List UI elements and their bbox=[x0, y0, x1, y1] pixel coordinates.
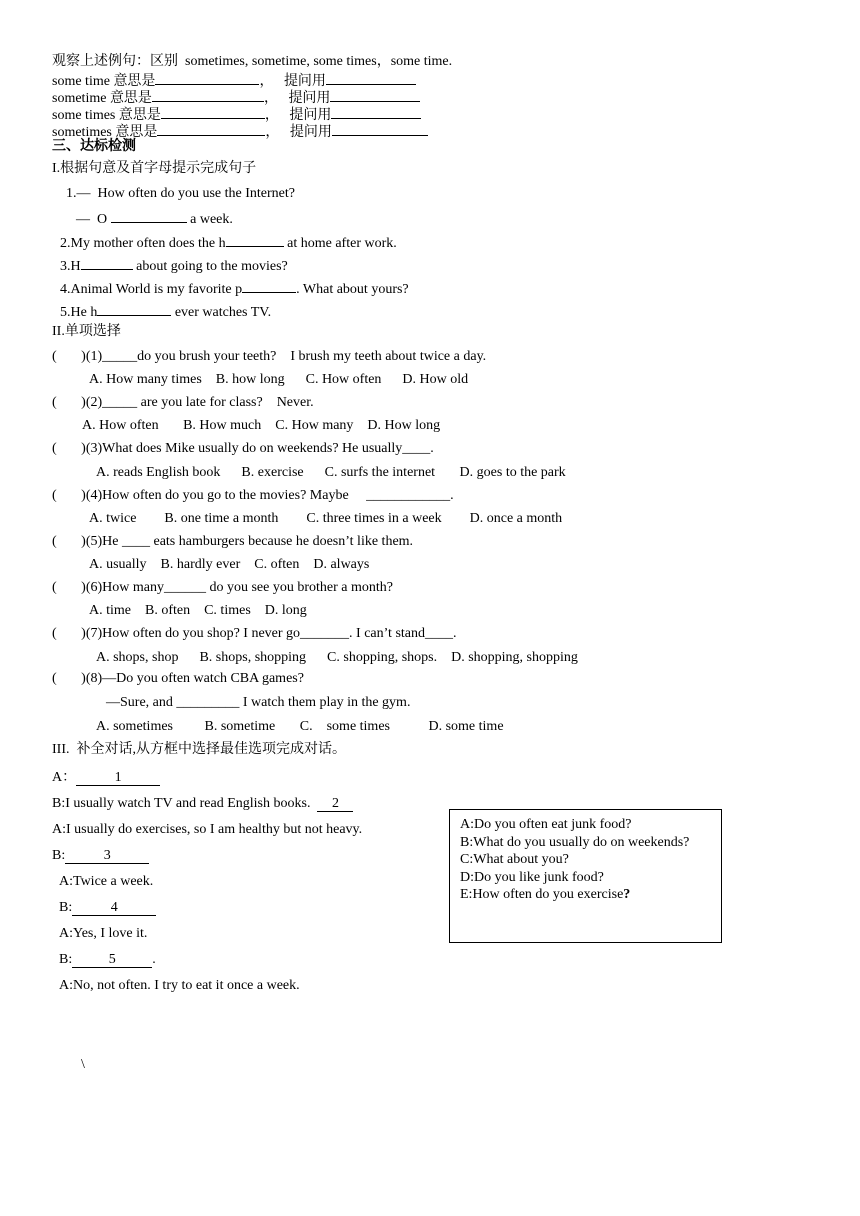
answer-paren[interactable]: ( ) bbox=[52, 349, 86, 364]
answer-blank[interactable] bbox=[97, 301, 171, 316]
q-text: at home after work. bbox=[283, 236, 397, 251]
q-text: (8)—Do you often watch CBA games? bbox=[85, 671, 304, 686]
box-option: D:Do you like junk food? bbox=[460, 869, 604, 885]
observe-intro: 观察上述例句：区别 sometimes, sometime, some times，some time. bbox=[52, 54, 453, 69]
answer-blank[interactable] bbox=[155, 70, 259, 85]
dialog-line bbox=[52, 847, 149, 864]
mc-options: A. shops, shop B. shops, shopping C. shopping, shops. D. shopping, shopping bbox=[96, 650, 578, 665]
mc-question bbox=[52, 440, 434, 457]
dialog-line: A:No, not often. I try to eat it once a week. bbox=[59, 978, 300, 993]
speaker: B: bbox=[52, 848, 66, 863]
answer-blank[interactable] bbox=[81, 255, 133, 270]
mc-question bbox=[52, 670, 304, 687]
dialog-line: A:Yes, I love it. bbox=[59, 926, 148, 941]
box-option: C:What about you? bbox=[460, 852, 569, 867]
answer-blank[interactable] bbox=[157, 121, 265, 136]
part1-title: I.根据句意及首字母提示完成句子 bbox=[52, 161, 257, 176]
dialog-line: A:I usually do exercises, so I am healthy but not heavy. bbox=[52, 822, 363, 837]
box-option: B:What do you usually do on weekends? bbox=[460, 834, 690, 850]
box-option: A:Do you often eat junk food? bbox=[460, 817, 632, 832]
ask-label: 提问用 bbox=[289, 125, 332, 140]
box-option-mark: ? bbox=[623, 887, 631, 902]
meaning-label: 意思是 bbox=[115, 125, 158, 140]
answer-blank[interactable] bbox=[161, 104, 265, 119]
answer-blank[interactable] bbox=[242, 278, 296, 293]
q-text: 5.He h bbox=[60, 305, 98, 320]
q-text: . What about yours? bbox=[296, 282, 409, 297]
part1-q3 bbox=[60, 255, 288, 275]
answer-paren[interactable]: ( ) bbox=[52, 534, 86, 549]
observe-word: some time bbox=[52, 74, 110, 89]
mc-options: A. sometimes B. sometime C. some times D. some time bbox=[96, 719, 504, 734]
part1-q1: 1.— How often do you use the Internet? bbox=[66, 186, 295, 201]
mc-options: A. reads English book B. exercise C. surfs the internet D. goes to the park bbox=[96, 465, 566, 480]
dialog-blank[interactable]: 5 bbox=[72, 953, 152, 968]
meaning-label: 意思是 bbox=[109, 91, 152, 106]
observe-row: some times 意思是 ， 提问用 bbox=[52, 104, 421, 124]
answer-paren[interactable]: ( ) bbox=[52, 580, 86, 595]
q-text: 3.H bbox=[60, 259, 81, 274]
meaning-label: 意思是 bbox=[118, 108, 161, 123]
q-text: 4.Animal World is my favorite p bbox=[60, 282, 243, 297]
meaning-label: 意思是 bbox=[113, 74, 156, 89]
q-text: (4)How often do you go to the movies? Maybe ____________. bbox=[85, 488, 454, 503]
part1-q1-answer bbox=[76, 208, 233, 228]
mc-question bbox=[52, 348, 486, 365]
q-text: (7)How often do you shop? I never go_______. I can’t stand____. bbox=[85, 626, 457, 641]
q-text: (6)How many______ do you see you brother a month? bbox=[85, 580, 393, 595]
answer-paren[interactable]: ( ) bbox=[52, 441, 86, 456]
speaker: B: bbox=[59, 900, 73, 915]
mc-question bbox=[52, 394, 314, 411]
ask-label: 提问用 bbox=[283, 74, 326, 89]
q-text: (2)_____ are you late for class? Never. bbox=[85, 395, 314, 410]
observe-word: some times bbox=[52, 108, 116, 123]
answer-paren[interactable]: ( ) bbox=[52, 488, 86, 503]
stray-mark: \ bbox=[81, 1057, 85, 1072]
answer-paren[interactable]: ( ) bbox=[52, 671, 86, 686]
mc-question bbox=[52, 625, 457, 642]
answer-blank[interactable] bbox=[332, 121, 428, 136]
dialog-blank[interactable]: 2 bbox=[317, 797, 353, 812]
mc-question-reply: —Sure, and _________ I watch them play in the gym. bbox=[106, 695, 411, 710]
q-text: about going to the movies? bbox=[132, 259, 288, 274]
answer-blank[interactable] bbox=[111, 208, 187, 223]
answer-blank[interactable] bbox=[330, 87, 420, 102]
dialog-line bbox=[59, 899, 156, 916]
q-text: a week. bbox=[186, 212, 233, 227]
q-text: 2.My mother often does the h bbox=[60, 236, 226, 251]
box-option-last bbox=[460, 886, 711, 904]
q-text: ever watches TV. bbox=[171, 305, 272, 320]
dialog-blank[interactable]: 3 bbox=[65, 849, 149, 864]
answer-blank[interactable] bbox=[152, 87, 264, 102]
dialog-line bbox=[59, 951, 156, 968]
mc-options: A. How many times B. how long C. How often D. How old bbox=[89, 372, 469, 387]
mc-question bbox=[52, 579, 393, 596]
options-box bbox=[449, 809, 722, 943]
observe-row: sometime 意思是 ， 提问用 bbox=[52, 87, 420, 107]
part1-q4 bbox=[60, 278, 409, 298]
dialog-line bbox=[52, 769, 160, 786]
answer-blank[interactable] bbox=[331, 104, 421, 119]
part1-q2 bbox=[60, 232, 397, 252]
mc-question bbox=[52, 487, 454, 504]
answer-blank[interactable] bbox=[226, 232, 284, 247]
mc-options: A. usually B. hardly ever C. often D. always bbox=[89, 557, 370, 572]
ask-label: 提问用 bbox=[289, 108, 332, 123]
mc-options: A. time B. often C. times D. long bbox=[89, 603, 307, 618]
speaker: A： bbox=[52, 770, 77, 785]
ask-label: 提问用 bbox=[288, 91, 331, 106]
punct: . bbox=[152, 952, 156, 967]
box-option-text: E:How often do you exercise bbox=[460, 887, 624, 902]
observe-row: some time 意思是 ， 提问用 bbox=[52, 70, 416, 90]
q-text: (5)He ____ eats hamburgers because he doesn’t like them. bbox=[85, 534, 414, 549]
answer-paren[interactable]: ( ) bbox=[52, 395, 86, 410]
observe-word: sometime bbox=[52, 91, 107, 106]
dialog-line bbox=[52, 795, 353, 812]
dialog-blank[interactable]: 4 bbox=[72, 901, 156, 916]
dialog-line: A:Twice a week. bbox=[59, 874, 154, 889]
answer-blank[interactable] bbox=[326, 70, 416, 85]
answer-paren[interactable]: ( ) bbox=[52, 626, 86, 641]
mc-question bbox=[52, 533, 413, 550]
mc-options: A. twice B. one time a month C. three times in a week D. once a month bbox=[89, 511, 563, 526]
section-title: 三、达标检测 bbox=[52, 139, 136, 154]
part2-title: II.单项选择 bbox=[52, 324, 121, 339]
speaker: B: bbox=[59, 952, 73, 967]
part1-q5 bbox=[60, 301, 271, 321]
observe-word: sometimes bbox=[52, 125, 112, 140]
q-text: (3)What does Mike usually do on weekends? He usually____. bbox=[85, 441, 434, 456]
speaker-text: B:I usually watch TV and read English books. bbox=[52, 796, 318, 811]
mc-options: A. How often B. How much C. How many D. How long bbox=[82, 418, 441, 433]
q-text: — O bbox=[76, 212, 111, 227]
dialog-blank[interactable]: 1 bbox=[76, 771, 160, 786]
observe-row: sometimes 意思是 ， 提问用 bbox=[52, 121, 428, 141]
q-text: (1)_____do you brush your teeth? I brush my teeth about twice a day. bbox=[85, 349, 487, 364]
part3-title: III. 补全对话,从方框中选择最佳选项完成对话。 bbox=[52, 742, 346, 757]
